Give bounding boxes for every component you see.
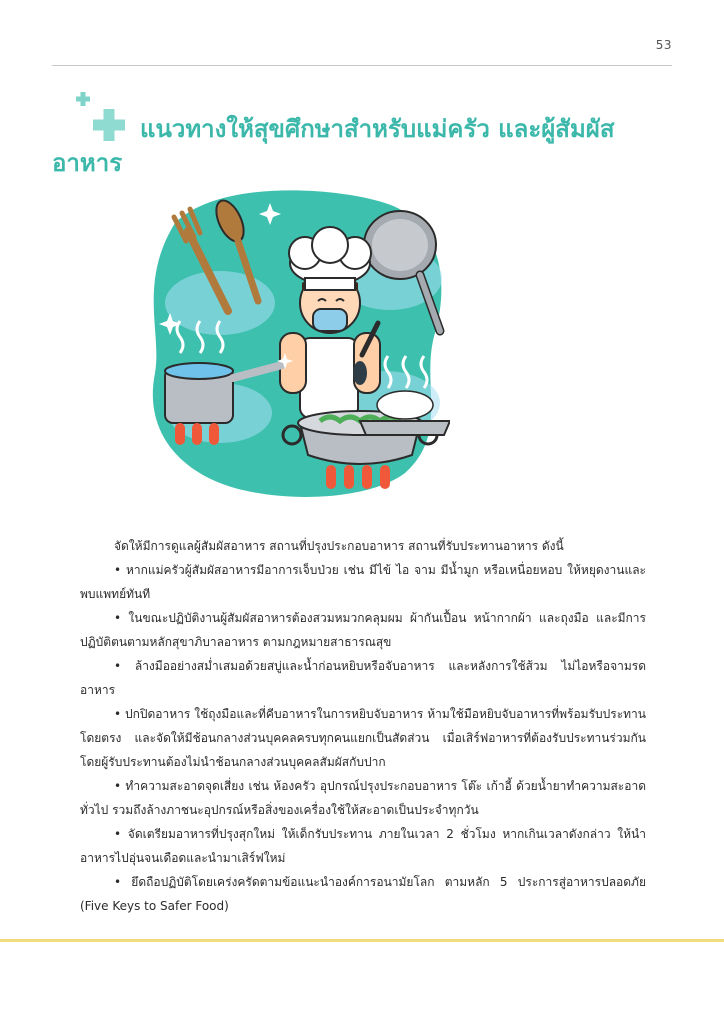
- bottom-divider: [0, 939, 724, 942]
- list-item: • ล้างมืออย่างสม่ำเสมอด้วยสบู่และน้ำก่อนหยิบหรือจับอาหาร และหลังการใช้ส้วม ไม่ไอหรือจามรดอาหาร: [80, 659, 646, 697]
- list-item: • จัดเตรียมอาหารที่ปรุงสุกใหม่ ให้เด็กรับประทาน ภายในเวลา 2 ชั่วโมง หากเกินเวลาดังกล่าว ให้นำอาหารไปอุ่นจนเดือดและนำมาเสิร์ฟใหม่: [80, 827, 646, 865]
- top-divider: [52, 65, 672, 66]
- list-item: • ยึดถือปฏิบัติโดยเคร่งครัดตามข้อแนะนำองค์การอนามัยโลก ตามหลัก 5 ประการสู่อาหารปลอดภัย (Five Keys to Safer Food): [80, 875, 646, 913]
- list-item: • ปกปิดอาหาร ใช้ถุงมือและที่คีบอาหารในการหยิบจับอาหาร ห้ามใช้มือหยิบจับอาหารที่พร้อมรับประทานโดยตรง และจัดให้มีช้อนกลางส่วนบุคคลครบทุกคนแยกเป็นสัดส่วน เมื่อเสิร์ฟอาหารที่ต้องรับประทานร่วมกันโดยผู้รับประทานต้องไม่นำช้อนกลางส่วนบุคคลสัมผัสกับปาก: [80, 707, 646, 769]
- flame: [175, 423, 219, 445]
- page-number: 53: [655, 38, 672, 52]
- body-text: [80, 534, 646, 918]
- list-item: • ทำความสะอาดจุดเสี่ยง เช่น ห้องครัว อุปกรณ์ปรุงประกอบอาหาร โต๊ะ เก้าอี้ ด้วยน้ำยาทำความสะอาดทั่วไป รวมถึงล้างภาชนะอุปกรณ์หรือสิ่งของเครื่องใช้ให้สะอาดเป็นประจำทุกวัน: [80, 779, 646, 817]
- list-item: • หากแม่ครัวผู้สัมผัสอาหารมีอาการเจ็บป่วย เช่น มีไข้ ไอ จาม มีน้ำมูก หรือเหนื่อยหอบ ให้หยุดงานและพบแพทย์ทันที: [80, 563, 646, 601]
- page-title: แนวทางให้สุขศึกษาสำหรับแม่ครัว และผู้สัมผัสอาหาร: [52, 115, 615, 177]
- intro-paragraph: จัดให้มีการดูแลผู้สัมผัสอาหาร สถานที่ปรุงประกอบอาหาร สถานที่รับประทานอาหาร ดังนี้: [114, 539, 564, 553]
- list-item: • ในขณะปฏิบัติงานผู้สัมผัสอาหารต้องสวมหมวกคลุมผม ผ้ากันเปื้อน หน้ากากผ้า และถุงมือ และมีการปฏิบัติตนตามหลักสุขาภิบาลอาหาร ตามกฎหมายสาธารณสุข: [80, 611, 646, 649]
- small-plus-cross-icon: [76, 92, 90, 106]
- chef-cooking-illustration: [150, 183, 450, 503]
